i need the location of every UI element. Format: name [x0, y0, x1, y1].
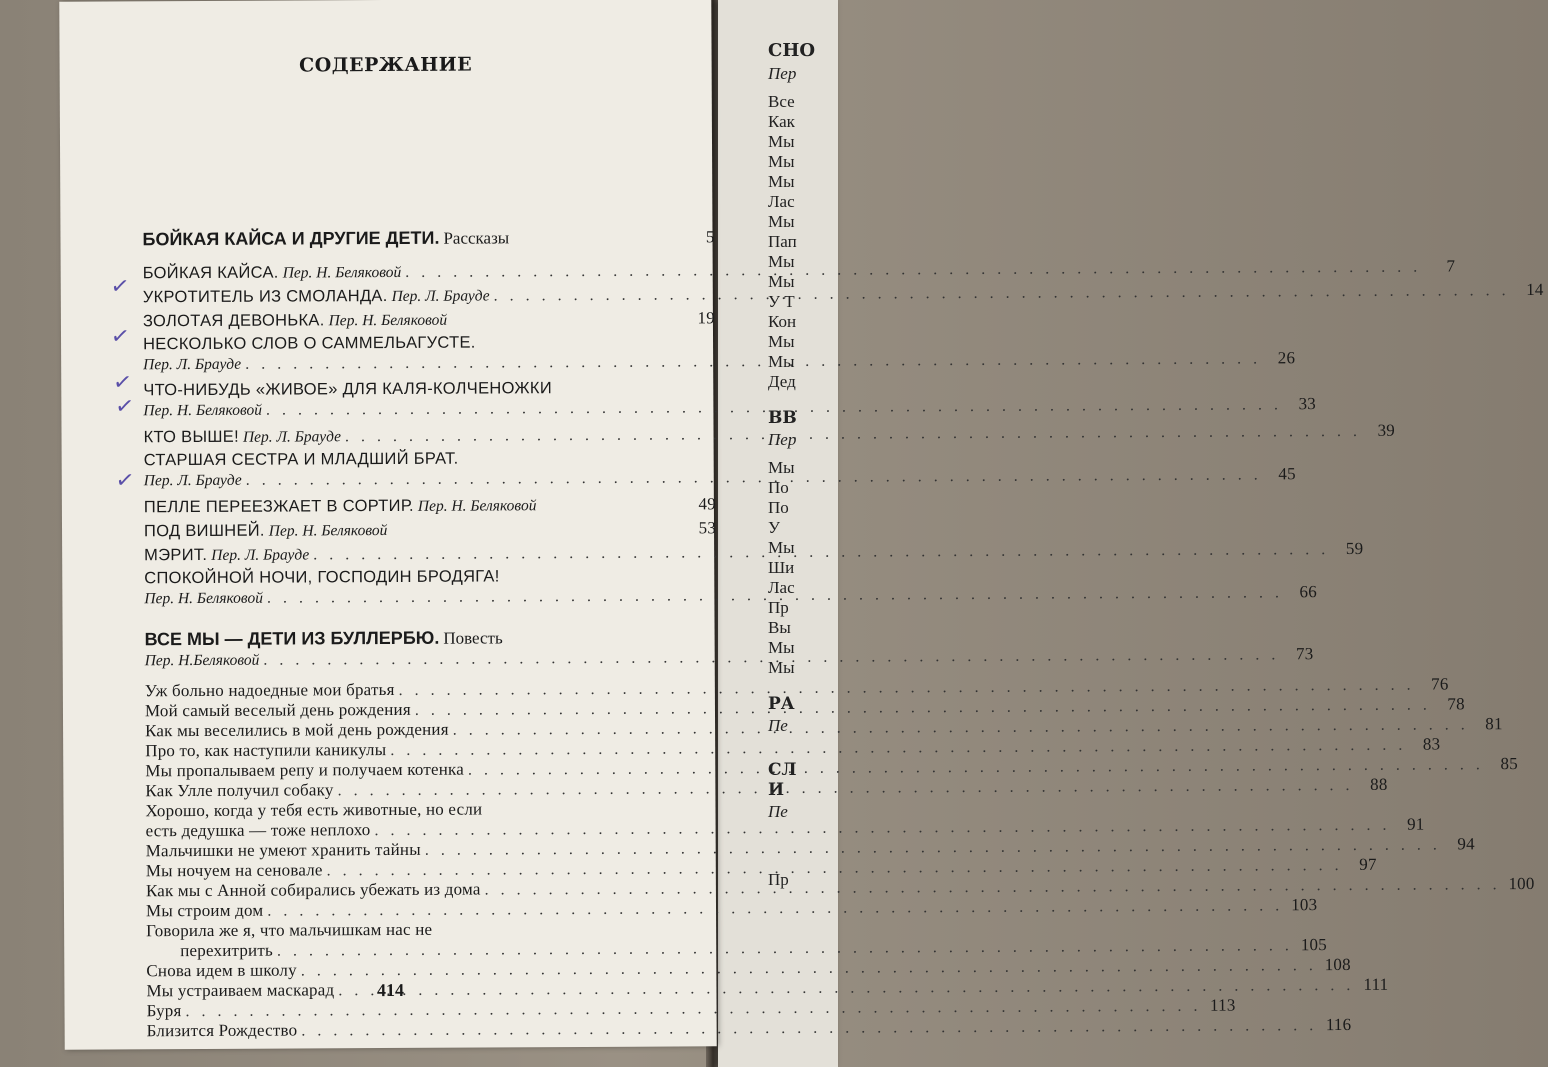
entry-translator: Пер. Н. Беляковой: [328, 311, 448, 330]
entry-title: Уж больно надоедные мои братья: [144, 679, 395, 701]
facing-page-text: У: [768, 518, 781, 537]
entry-title: Хорошо, когда у тебя есть животные, но если: [145, 799, 483, 821]
entry-title: УКРОТИТЕЛЬ ИЗ СМОЛАНДА.: [142, 286, 388, 307]
entry-title: Говорила же я, что мальчишкам нас не: [146, 919, 433, 941]
facing-page-text: По: [768, 498, 789, 517]
page-title: СОДЕРЖАНИЕ: [298, 53, 473, 77]
entry-title: КТО ВЫШЕ!: [143, 427, 239, 447]
entry-title: Буря: [146, 1001, 182, 1021]
entry-title: ЗОЛОТАЯ ДЕВОНЬКА.: [142, 311, 325, 331]
page-ref: 19: [697, 308, 715, 328]
facing-page-text: Мы: [768, 132, 795, 151]
facing-page-text: Пр: [768, 870, 789, 889]
entry-translator: Пер. Л. Брауде: [242, 428, 342, 446]
entry-translator: Пер. Л. Брауде: [143, 355, 242, 374]
entry-translator: Пер. Л. Брауде: [211, 546, 310, 564]
page-ref: 91: [1406, 814, 1425, 834]
entry-title: Снова идем в школу: [146, 960, 297, 981]
page-ref: 76: [1431, 674, 1449, 694]
page-ref: 66: [1299, 582, 1317, 602]
page-ref: 53: [698, 518, 717, 538]
page-ref: 14: [1526, 279, 1544, 300]
facing-page-text: Лас: [768, 192, 795, 211]
page-ref: 103: [1291, 895, 1318, 915]
page-ref: 111: [1363, 974, 1389, 994]
section-title: БОЙКАЯ КАЙСА И ДРУГИЕ ДЕТИ.: [142, 227, 440, 250]
page-ref: 49: [698, 494, 716, 514]
page-ref: 45: [1278, 464, 1296, 484]
page-ref: 39: [1377, 420, 1395, 440]
toc-entry: [144, 518, 716, 541]
entry-title: Мой самый веселый день рождения: [144, 699, 411, 721]
entry-title: МЭРИТ.: [144, 545, 208, 565]
facing-page-text: Мы: [768, 212, 795, 231]
facing-page-text: Все: [768, 92, 795, 111]
entry-title: Мы устраиваем маскарад: [146, 980, 335, 1001]
checkmark-icon: ✓: [111, 368, 134, 396]
entry-title-cont: есть дедушка — тоже неплохо: [145, 820, 371, 841]
entry-title: СПОКОЙНОЙ НОЧИ, ГОСПОДИН БРОДЯГА!: [144, 567, 500, 588]
facing-page-text: Лас: [768, 578, 795, 597]
entry-title: Мы ночуем на сеновале: [145, 860, 323, 881]
page-ref: 85: [1500, 754, 1518, 774]
entry-title-cont: перехитрить: [180, 940, 273, 961]
checkmark-icon: ✓: [114, 466, 136, 494]
facing-page-text: СЛ: [768, 760, 797, 780]
entry-title: НЕСКОЛЬКО СЛОВ О САММЕЛЬАГУСТЕ.: [143, 333, 476, 354]
checkmark-icon: ✓: [109, 272, 131, 300]
facing-page-text: Мы: [768, 458, 795, 477]
facing-page-text: Пер: [768, 430, 797, 449]
facing-page-text: И: [768, 780, 785, 800]
entry-title: Про то, как наступили каникулы: [145, 740, 387, 761]
section-heading: [142, 226, 714, 250]
facing-page-text: Мы: [768, 252, 795, 271]
page-ref: 83: [1422, 734, 1441, 754]
page-ref: 94: [1457, 834, 1475, 854]
page-ref: 81: [1485, 714, 1503, 734]
toc-entry: [143, 308, 715, 331]
checkmark-icon: ✓: [109, 322, 132, 350]
section-subtitle: Рассказы: [443, 228, 510, 248]
facing-page-text: Мы: [768, 172, 795, 191]
facing-page-text: Мы: [768, 332, 795, 351]
entry-title: Мы пропалываем репу и получаем котенка: [145, 759, 464, 781]
facing-page-text: Мы: [768, 352, 795, 371]
page-ref: 97: [1359, 854, 1377, 874]
entry-translator: Пер. Л. Брауде: [143, 471, 242, 490]
page-number: 414: [376, 979, 404, 1001]
facing-page-text: Пап: [768, 232, 797, 251]
facing-page-text: Пе: [768, 802, 788, 821]
facing-page-text: Мы: [768, 538, 795, 557]
entry-title: Как мы с Анной собирались убежать из дома: [145, 879, 481, 901]
page-ref: 78: [1447, 694, 1465, 714]
facing-page-text: РА: [768, 694, 795, 714]
toc-entry: [143, 420, 1395, 447]
entry-title: Как Улле получил собаку: [145, 780, 334, 801]
facing-page-text: По: [768, 478, 789, 497]
entry-translator: Пер. Н. Беляковой: [282, 263, 402, 282]
facing-page-text: СНО: [768, 40, 816, 61]
facing-page-text: Пер: [768, 64, 797, 83]
facing-page-text: Мы: [768, 638, 795, 657]
entry-title: Мы строим дом: [145, 900, 264, 921]
facing-page-text: Как: [768, 112, 795, 131]
facing-page-text: Мы: [768, 658, 795, 677]
page-ref: 33: [1298, 394, 1316, 414]
page-ref: 73: [1295, 644, 1314, 664]
entry-title: СТАРШАЯ СЕСТРА И МЛАДШИЙ БРАТ.: [143, 449, 459, 470]
page-ref: 88: [1370, 774, 1388, 794]
entry-title: ЧТО-НИБУДЬ «ЖИВОЕ» ДЛЯ КАЛЯ-КОЛЧЕНОЖКИ: [143, 379, 553, 400]
facing-page-text: Вы: [768, 618, 791, 637]
section-title: ВСЕ МЫ — ДЕТИ ИЗ БУЛЛЕРБЮ.: [144, 627, 440, 650]
entry-translator: Пер. Л. Брауде: [391, 287, 490, 305]
page-ref: 116: [1325, 1014, 1352, 1035]
entry-title: ПЕЛЛЕ ПЕРЕЕЗЖАЕТ В СОРТИР.: [143, 496, 414, 517]
facing-page-text: Кон: [768, 312, 797, 331]
facing-page-text: У Т: [768, 292, 795, 311]
entry-translator: Пер. Н. Беляковой: [417, 497, 537, 515]
facing-page-text: Мы: [768, 152, 795, 171]
entry-translator: Пер. Н. Беляковой: [143, 401, 263, 420]
entry-translator: Пер. Н. Беляковой: [268, 522, 388, 540]
entry-title: ПОД ВИШНЕЙ.: [143, 521, 265, 541]
facing-page-text: ВВ: [768, 408, 797, 428]
toc-entry: [144, 494, 716, 517]
page-ref: 100: [1508, 874, 1535, 894]
page-ref: 5: [705, 227, 715, 247]
toc-section-row: [142, 226, 714, 250]
facing-page-text: Дед: [768, 372, 796, 391]
facing-page-text: Ши: [768, 558, 795, 577]
toc-entry: [146, 1014, 1352, 1041]
entry-title: Мальчишки не умеют хранить тайны: [145, 839, 421, 861]
entry-title: БОЙКАЯ КАЙСА.: [142, 263, 279, 283]
entry-translator: Пер. Н. Беляковой: [144, 589, 263, 608]
page-ref: 59: [1345, 538, 1364, 558]
page-ref: 108: [1324, 954, 1351, 975]
page-ref: 113: [1209, 995, 1236, 1015]
page-ref: 105: [1300, 935, 1327, 955]
facing-page-text: Пе: [768, 716, 788, 735]
entry-title: Близится Рождество: [146, 1020, 298, 1041]
entry-title: Как мы веселились в мой день рождения: [145, 719, 449, 741]
page-ref: 26: [1277, 348, 1296, 368]
facing-page-text: Пр: [768, 598, 789, 617]
page-ref: 7: [1446, 256, 1456, 276]
checkmark-icon: ✓: [113, 392, 136, 420]
facing-page-text: Мы: [768, 272, 795, 291]
section-subtitle: Повесть: [443, 628, 503, 648]
section-translator: Пер. Н.Беляковой: [144, 651, 260, 670]
